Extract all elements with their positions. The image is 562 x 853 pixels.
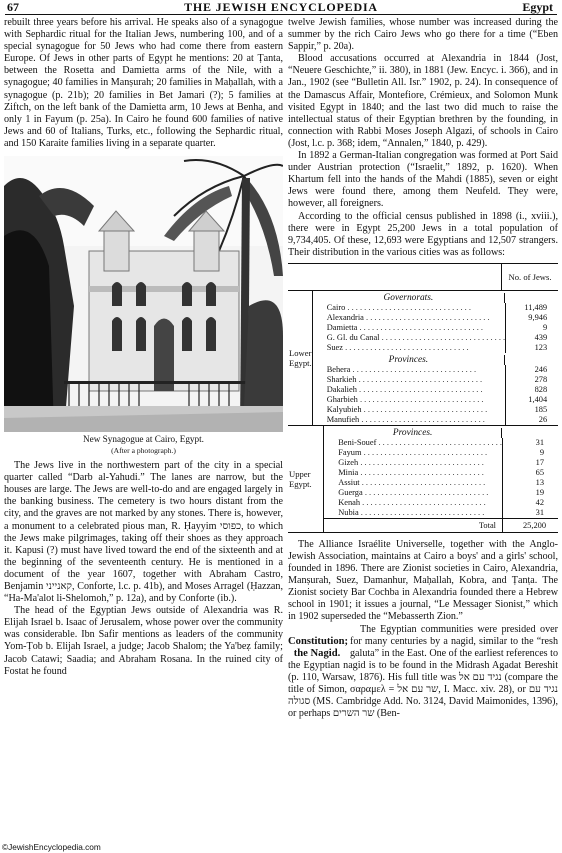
- synagogue-photo: [4, 156, 283, 432]
- running-keyword: Egypt: [522, 0, 553, 14]
- synagogue-illustration: [4, 156, 283, 432]
- right-paragraph-2: Blood accusations occurred at Alexandria in 1844 (Jost, “Neuere Geschichte,” ii. 380), in 1881 (Jew. Encyc. i. 366), and in Jan., 1902 (see “Bulletin All. Isr.” 1902, p. 24). In consequence of the Damascus Affair, Montefiore, Crémieux, and Solomon Munk visited Egypt in 1840; and the last two did much to raise the intellectual status of their Egyptian brethren by the founding, in connection with Rabbi Moses Joseph Algazi, of schools in Cairo (Jost, l.c. p. 368; idem, “Annalen,” 1840, p. 429).: [288, 53, 558, 149]
- census-row: Fayum . . . 9: [324, 448, 558, 458]
- census-row: Alexandria . . . 9,946: [313, 313, 561, 323]
- page-header: [5, 0, 557, 15]
- footer-source: ©JewishEncyclopedia.com: [2, 842, 101, 852]
- census-row: Gharbieh . . . 1,404: [313, 395, 561, 405]
- right-column: [288, 17, 558, 720]
- margin-heading: Constitution; the Nagid.: [288, 635, 349, 659]
- census-region-name: Lower Egypt.: [289, 347, 312, 368]
- census-group-heading: Provinces.: [392, 427, 433, 438]
- census-row: Kalyubieh . . . 185: [313, 405, 561, 415]
- right-paragraph-6: The Egyptian communities were presided over for many centuries by a nagid, similar to the “resh galuta” in the East. One of the earliest references to the Egyptian nagid is to be found in the Midrash Agadat Bereshit (p. 110, Warsaw, 1876). His full title was נגיד עם אל (compare the title of Simon, σαραμελ = שר עם אל, I. Macc. xiv. 28), or נגיד עם סגולה (MS. Cambridge Add. No. 3124, David Maimonides, 1396), or perhaps שר השרים (Ben-: [288, 623, 558, 720]
- census-row: Dakalieh . . . 828: [313, 385, 561, 395]
- census-total-value: 25,200: [502, 519, 558, 532]
- right-paragraph-5: The Alliance Israélite Universelle, together with the Anglo-Jewish Association, maintains at Cairo a boys' and a girls' school, founded in 1896. There are Zionist societies in Cairo, Alexandria, Manṣurah, Suez, Damanhur, Maḥallah, Kobra, and Ṭanṭa. The Zionist society Bar Cochba in Alexandria founded there a Hebrew school in 1901; it issues a journal, “Le Messager Sionist,” which in 1902 superseded the “Mebasserth Zion.”: [288, 538, 558, 623]
- census-table: [288, 263, 558, 533]
- photo-caption-title: New Synagogue at Cairo, Egypt.: [83, 434, 204, 445]
- census-row: Kenah . . . 42: [324, 498, 558, 508]
- census-row: Assiut . . . 13: [324, 478, 558, 488]
- left-paragraph-3: The head of the Egyptian Jews outside of Alexandria was R. Elijah Israel b. Isaac of Jerusalem, whose power over the community was considerable. Ibn Safir mentions as leaders of the community Yom-Ṭob b. Elijah Israel, a judge; Jacob Shalom; the Ya'beẓ family; Jacob Catawi; Saadia; and Abraham Rosana. In the ruined city of Fostat he found: [4, 605, 283, 677]
- census-region-name: Upper Egypt.: [289, 468, 312, 489]
- census-row: G. Gl. du Canal . . . 439: [313, 333, 561, 343]
- census-row: Damietta . . . 9: [313, 323, 561, 333]
- census-total-row: [324, 518, 558, 532]
- census-row: Guerga . . . 19: [324, 488, 558, 498]
- census-region-upper-egypt: [288, 426, 558, 532]
- census-row: Manufieh . . . 26: [313, 415, 561, 425]
- census-region-lower-egypt: [288, 291, 558, 426]
- census-row: Cairo . . . 11,489: [313, 303, 561, 313]
- census-row: Suez . . . 123: [313, 343, 561, 353]
- census-row: Gizeh . . . 17: [324, 458, 558, 468]
- census-group-heading: Provinces.: [388, 354, 429, 365]
- running-title: THE JEWISH ENCYCLOPEDIA: [184, 0, 378, 14]
- right-paragraph-4: According to the official census published in 1898 (i., xviii.), there were in Egypt 25,200 Jews in a total population of 9,734,405. Of these, 12,693 were Egyptians and 12,507 strangers. Their distribution in the various cities was as follows:: [288, 210, 558, 258]
- left-column: [4, 17, 283, 678]
- census-total-label: Total: [478, 520, 496, 530]
- left-paragraph-2: The Jews live in the northwestern part of the city in a special quarter called “Darb al-Yahudi.” The lanes are narrow, but the houses are large. The Jews are well-to-do and are engaged largely in the banking business. The cemetery is two hours distant from the city, and the graves are not marked by any stones. There is, however, a monument to a celebrated pious man, R. Ḥayyim כפוסי, to which the Jews make pilgrimages, taking off their shoes as they approach it. Kapusi (?) must have lived toward the end of the sixteenth and at the beginning of the seventeenth century. He is mentioned in a document of the year 1607, together with Abraham Castro, Benjamin קאנייני, Conforte, l.c. p. 41b), and Moses Arragel (Ḥazzan, “Ha-Ma'alot li-Shelomoh,” p. 12a), and by Conforte (ib.).: [4, 460, 283, 605]
- census-row: Behera . . . 246: [313, 365, 561, 375]
- photo-caption: [4, 434, 283, 456]
- left-paragraph-1: rebuilt three years before his arrival. He speaks also of a synagogue with Sephardic ritual for the Italian Jews, numbering 100, and of a special synagogue for 50 Jews who had come there from eastern Europe. Of Jews in other parts of Egypt he mentions: 20 at Ṭanta, between the Rosetta and Damietta arms of the Nile, with a synagogue; 40 families in Manṣurah; 20 families in Maḥallah, with a synagogue (p. 21b); 20 families in Bet Jamari (?); 5 families at Ziftch, on the left bank of the Damietta arm, 10 Jews at Benha, and only 1 in Fayum (p. 25a). In Cairo he found 600 families of native Jews and 60 of Italians, Turks, etc., following the Sephardic ritual, and 150 Karaite families living in a separate quarter.: [4, 17, 283, 149]
- census-row: Minia . . . 65: [324, 468, 558, 478]
- right-paragraph-3: In 1892 a German-Italian congregation was formed at Port Said under Austrian protection (“Israelit,” 1892, p. 1620). When Khartum fell into the hands of the Mahdi (1885), seven or eight Jews were found there, among them Neufeld. They were, however, all foreigners.: [288, 150, 558, 210]
- census-row: Sharkieh . . . 278: [313, 375, 561, 385]
- photo-credit: (After a photograph.): [111, 446, 176, 456]
- right-paragraph-1: twelve Jewish families, whose number was increased during the summer by the rich Cairo Jews who go there for a time (“Eben Sappir,” p. 20a).: [288, 17, 558, 53]
- census-group-heading: Governorats.: [383, 292, 434, 303]
- page-number: 67: [7, 0, 19, 14]
- census-row: Beni-Souef . . . 31: [324, 438, 558, 448]
- census-column-header: No. of Jews.: [501, 264, 558, 290]
- census-row: Nubia . . . 31: [324, 508, 558, 518]
- census-table-header: [288, 264, 558, 291]
